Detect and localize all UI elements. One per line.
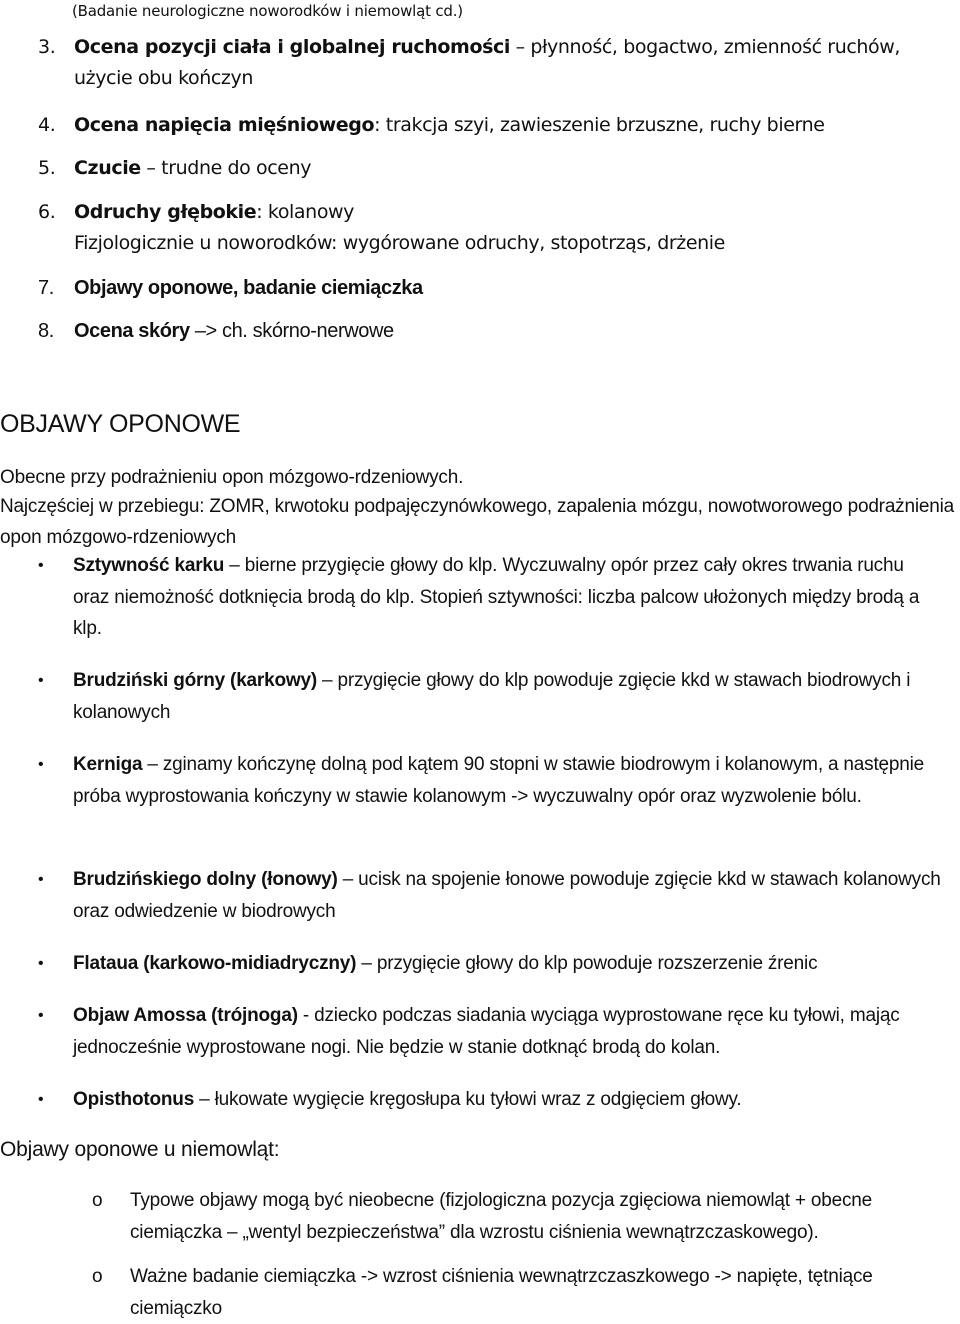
list-number: 4. xyxy=(38,114,56,136)
circle-bullet-icon: o xyxy=(92,1190,103,1211)
section-title: OBJAWY OPONOWE xyxy=(0,410,241,438)
list-number: 8. xyxy=(38,320,54,342)
list-item-text: : kolanowy xyxy=(256,201,355,223)
sign-description: – zginamy kończynę dolną pod kątem 90 stopni w stawie biodrowym i kolanowym, a następnie próba wyprostowania kończyny w stawie kolanowym -> wyczuwalny opór oraz wyzwolenie bólu. xyxy=(73,754,925,807)
list-item-text: – płynność, bogactwo, zmienność ruchów, użycie obu kończyn xyxy=(74,36,901,89)
sign-name: Kerniga xyxy=(73,754,143,775)
list-item-text: Ważne badanie ciemiączka -> wzrost ciśnienia wewnątrzczaszkowego -> napięte, tętniące ciemiączko xyxy=(130,1266,873,1319)
sign-description: – bierne przygięcie głowy do klp. Wyczuwalny opór przez cały okres trwania ruchu oraz niemożność dotknięcia brodą do klp. Stopień sztywności: liczba palcow ułożonych między brodą a klp. xyxy=(73,555,920,639)
sign-name: Brudzińskiego dolny (łonowy) xyxy=(73,869,338,890)
list-item-title: Ocena skóry xyxy=(74,320,190,342)
bullet-icon: • xyxy=(38,756,44,773)
list-number: 6. xyxy=(38,201,56,223)
bullet-icon: • xyxy=(38,1007,44,1024)
list-item-text: : trakcja szyi, zawieszenie brzuszne, ruchy bierne xyxy=(374,114,825,136)
page-header: (Badanie neurologiczne noworodków i niemowląt cd.) xyxy=(72,2,463,20)
bullet-icon: • xyxy=(38,955,44,972)
list-item-text: –> ch. skórno-nerwowe xyxy=(189,320,394,342)
list-item-text: – trudne do oceny xyxy=(140,157,312,179)
sign-description: - dziecko podczas siadania wyciąga wyprostowane ręce ku tyłowi, mając jednocześnie wyprostowane nogi. Nie będzie w stanie dotknąć brodą do kolan. xyxy=(73,1005,900,1058)
list-item-title: Objawy oponowe, badanie ciemiączka xyxy=(74,277,423,299)
list-item-note: Fizjologicznie u noworodków: wygórowane odruchy, stopotrząs, drżenie xyxy=(74,232,725,254)
sign-description: – przygięcie głowy do klp powoduje rozszerzenie źrenic xyxy=(356,953,818,974)
list-number: 3. xyxy=(38,36,56,58)
list-item-title: Czucie xyxy=(74,157,141,179)
sign-name: Objaw Amossa (trójnoga) xyxy=(73,1005,298,1026)
list-item-text: Typowe objawy mogą być nieobecne (fizjologiczna pozycja zgięciowa niemowląt + obecne ciemiączka – „wentyl bezpieczeństwa” dla wzrostu ciśnienia wewnątrzczaskowego). xyxy=(130,1190,873,1243)
bullet-icon: • xyxy=(38,557,44,574)
bullet-icon: • xyxy=(38,672,44,689)
bullet-icon: • xyxy=(38,871,44,888)
list-item xyxy=(0,32,960,96)
sign-name: Brudziński górny (karkowy) xyxy=(73,670,317,691)
sign-name: Opisthotonus xyxy=(73,1089,195,1110)
sign-description: – przygięcie głowy do klp powoduje zgięcie kkd w stawach biodrowych i kolanowych xyxy=(73,670,911,723)
list-item-title: Odruchy głębokie xyxy=(74,201,257,223)
intro-paragraph: Najczęściej w przebiegu: ZOMR, krwotoku podpajęczynówkowego, zapalenia mózgu, nowotworowego podrażnienia opon mózgowo-rdzeniowych xyxy=(0,496,954,548)
list-item-title: Ocena pozycji ciała i globalnej ruchomości xyxy=(74,36,510,58)
sign-description: – łukowate wygięcie kręgosłupa ku tyłowi wraz z odgięciem głowy. xyxy=(194,1089,742,1110)
subsection-title: Objawy oponowe u niemowląt: xyxy=(0,1138,280,1161)
sign-description: – ucisk na spojenie łonowe powoduje zgięcie kkd w stawach kolanowych oraz odwiedzenie w biodrowych xyxy=(73,869,941,922)
sign-name: Flataua (karkowo-midiadryczny) xyxy=(73,953,357,974)
bullet-icon: • xyxy=(38,1091,44,1108)
list-item-title: Ocena napięcia mięśniowego xyxy=(74,114,375,136)
circle-bullet-icon: o xyxy=(92,1266,103,1287)
intro-line: Obecne przy podrażnieniu opon mózgowo-rdzeniowych. xyxy=(0,467,464,488)
sign-name: Sztywność karku xyxy=(73,555,225,576)
list-number: 7. xyxy=(38,277,54,299)
list-number: 5. xyxy=(38,157,56,179)
